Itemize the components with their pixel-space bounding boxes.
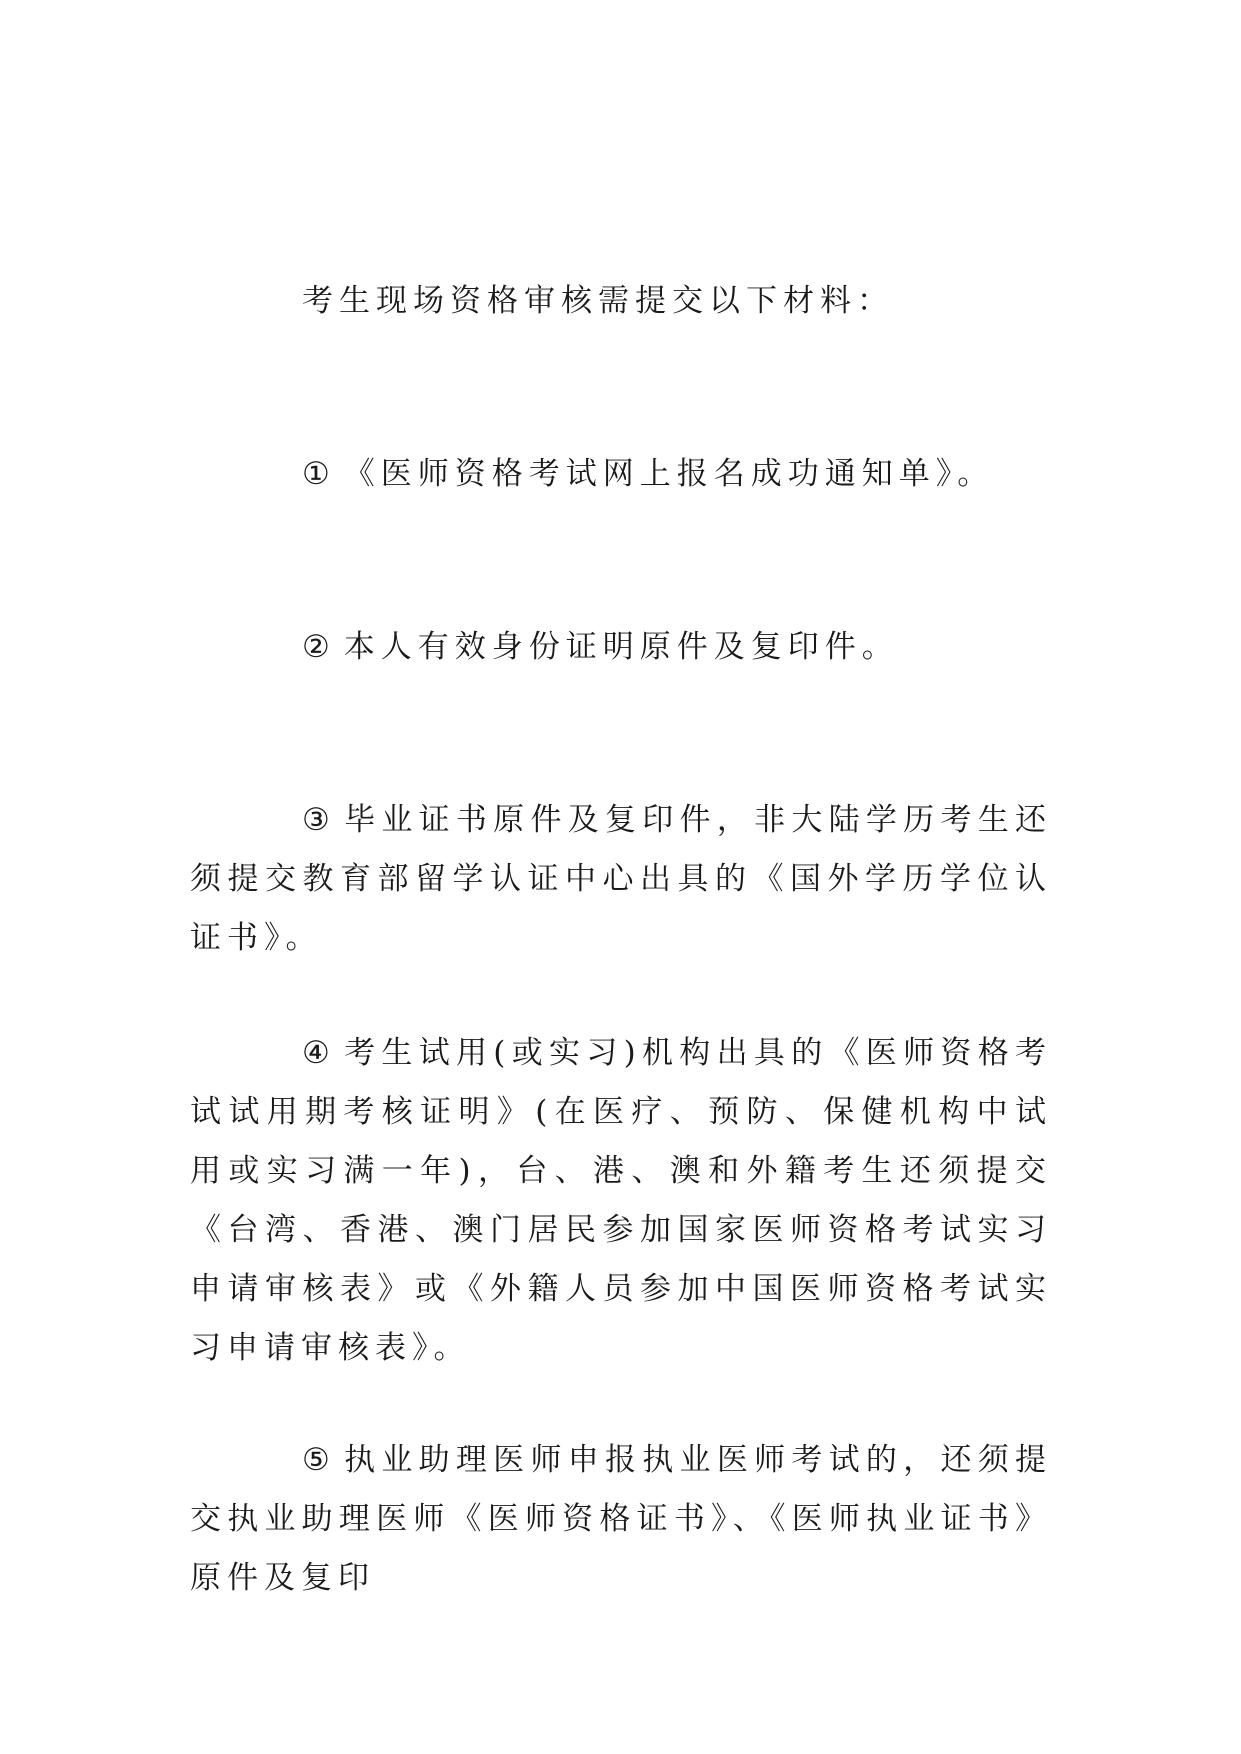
list-item-4 [190, 1024, 1052, 1378]
list-item-1 [190, 445, 1052, 504]
list-item-5 [190, 1431, 1052, 1608]
item-marker-4: ④ [302, 1035, 337, 1071]
item-text-4: 考生试用(或实习)机构出具的《医师资格考试试用期考核证明》(在医疗、预防、保健机构中试用或实习满一年)，台、港、澳和外籍考生还须提交《台湾、香港、澳门居民参加国家医师资格考试实习申请审核表》或《外籍人员参加中国医师资格考试实习申请审核表》。 [190, 1035, 1052, 1366]
item-text-2: 本人有效身份证明原件及复印件。 [343, 629, 899, 665]
item-text-3: 毕业证书原件及复印件，非大陆学历考生还须提交教育部留学认证中心出具的《国外学历学位认证书》。 [190, 802, 1053, 956]
list-item-2 [190, 618, 1052, 677]
item-marker-5: ⑤ [302, 1442, 337, 1478]
item-marker-2: ② [302, 629, 336, 665]
item-text-5: 执业助理医师申报执业医师考试的，还须提交执业助理医师《医师资格证书》、《医师执业证书》原件及复印 [190, 1442, 1053, 1596]
item-marker-1: ① [302, 456, 336, 492]
list-item-3 [190, 791, 1052, 968]
item-marker-3: ③ [302, 802, 337, 838]
intro-paragraph: 考生现场资格审核需提交以下材料： [302, 283, 894, 319]
item-text-1: 《医师资格考试网上报名成功通知单》。 [343, 456, 995, 492]
